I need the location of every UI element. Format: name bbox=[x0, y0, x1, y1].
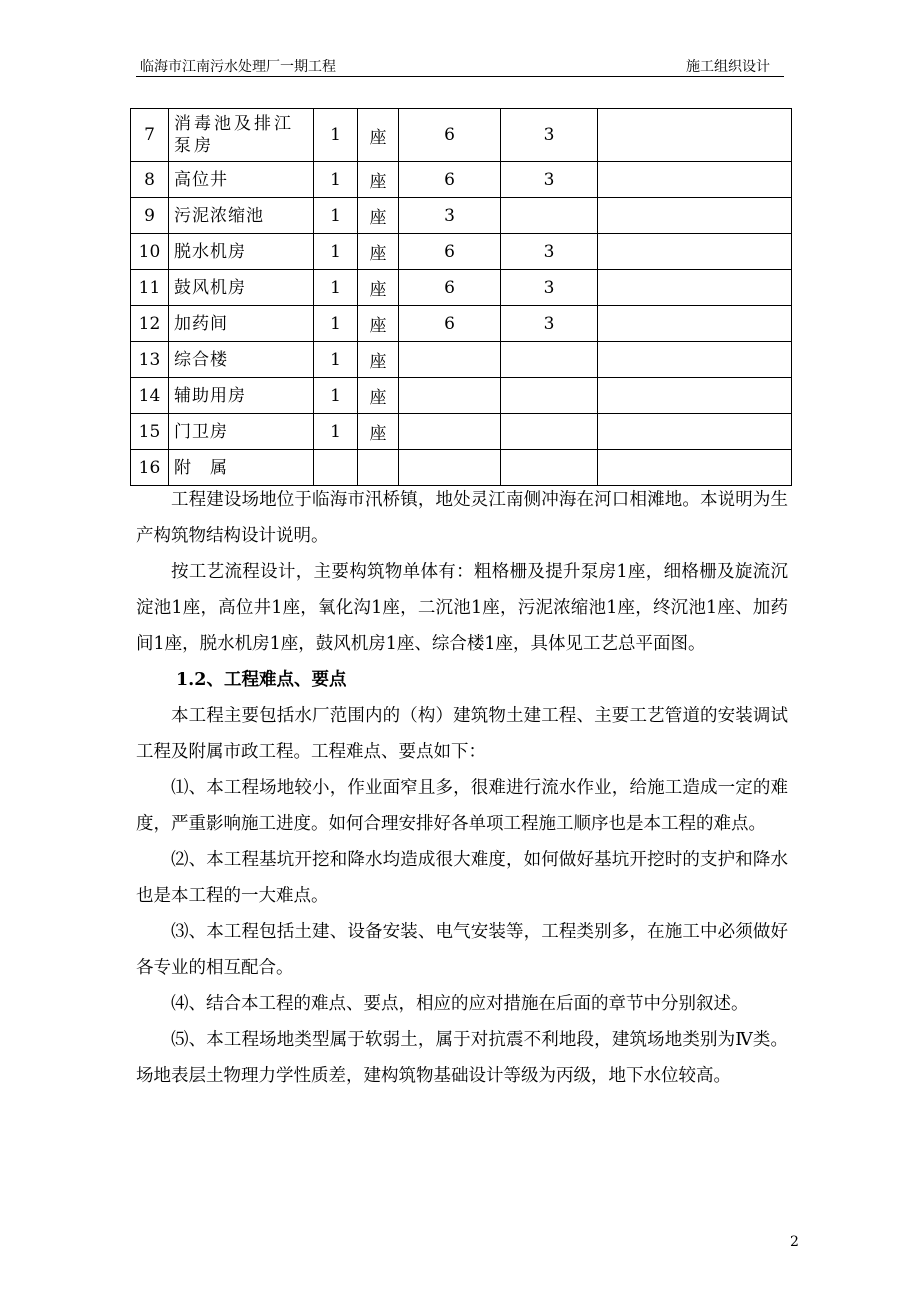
value-b bbox=[501, 342, 598, 378]
value-b: 3 bbox=[501, 306, 598, 342]
remarks bbox=[598, 109, 792, 162]
unit: 座 bbox=[358, 378, 399, 414]
remarks bbox=[598, 342, 792, 378]
quantity: 1 bbox=[314, 306, 358, 342]
unit: 座 bbox=[358, 198, 399, 234]
table-row bbox=[131, 109, 792, 162]
table-row bbox=[131, 306, 792, 342]
value-a: 6 bbox=[399, 162, 501, 198]
table-row bbox=[131, 198, 792, 234]
remarks bbox=[598, 198, 792, 234]
quantity: 1 bbox=[314, 162, 358, 198]
header-project-title: 临海市江南污水处理厂一期工程 bbox=[140, 59, 336, 75]
structures-table bbox=[130, 108, 792, 486]
value-a: 3 bbox=[399, 198, 501, 234]
unit: 座 bbox=[358, 342, 399, 378]
row-number: 11 bbox=[131, 270, 169, 306]
table-row bbox=[131, 234, 792, 270]
value-a: 6 bbox=[399, 270, 501, 306]
unit: 座 bbox=[358, 162, 399, 198]
structure-name: 辅助用房 bbox=[169, 378, 314, 414]
row-number: 14 bbox=[131, 378, 169, 414]
structure-name: 附 属 bbox=[169, 450, 314, 486]
table-row bbox=[131, 342, 792, 378]
value-a: 6 bbox=[399, 234, 501, 270]
structure-name: 门卫房 bbox=[169, 414, 314, 450]
table-row bbox=[131, 378, 792, 414]
table-row bbox=[131, 450, 792, 486]
paragraph-scope: 本工程主要包括水厂范围内的（构）建筑物土建工程、主要工艺管道的安装调试工程及附属市政工程。工程难点、要点如下： bbox=[136, 706, 788, 762]
quantity: 1 bbox=[314, 198, 358, 234]
structure-name: 高位井 bbox=[169, 162, 314, 198]
paragraph-point-3: ⑶、本工程包括土建、设备安装、电气安装等，工程类别多，在施工中必须做好各专业的相互配合。 bbox=[136, 922, 788, 978]
structure-name: 加药间 bbox=[169, 306, 314, 342]
structure-name: 鼓风机房 bbox=[169, 270, 314, 306]
value-b: 3 bbox=[501, 270, 598, 306]
row-number: 13 bbox=[131, 342, 169, 378]
structure-name: 消毒池及排江泵房 bbox=[169, 109, 314, 162]
remarks bbox=[598, 162, 792, 198]
page-header bbox=[136, 52, 784, 77]
quantity: 1 bbox=[314, 109, 358, 162]
row-number: 15 bbox=[131, 414, 169, 450]
row-number: 10 bbox=[131, 234, 169, 270]
paragraph-point-2: ⑵、本工程基坑开挖和降水均造成很大难度，如何做好基坑开挖时的支护和降水也是本工程的一大难点。 bbox=[136, 850, 788, 906]
value-a bbox=[399, 342, 501, 378]
row-number: 9 bbox=[131, 198, 169, 234]
structure-name: 污泥浓缩池 bbox=[169, 198, 314, 234]
paragraph-point-1: ⑴、本工程场地较小，作业面窄且多，很难进行流水作业，给施工造成一定的难度，严重影响施工进度。如何合理安排好各单项工程施工顺序也是本工程的难点。 bbox=[136, 778, 788, 834]
value-b: 3 bbox=[501, 162, 598, 198]
paragraph-site: 工程建设场地位于临海市汛桥镇，地处灵江南侧冲海在河口相滩地。本说明为生产构筑物结构设计说明。 bbox=[136, 490, 788, 546]
value-a: 6 bbox=[399, 306, 501, 342]
row-number: 16 bbox=[131, 450, 169, 486]
paragraph-point-5: ⑸、本工程场地类型属于软弱土，属于对抗震不利地段，建筑场地类别为Ⅳ类。场地表层土物理力学性质差，建构筑物基础设计等级为丙级，地下水位较高。 bbox=[136, 1030, 788, 1086]
quantity: 1 bbox=[314, 234, 358, 270]
paragraph-point-4: ⑷、结合本工程的难点、要点，相应的应对措施在后面的章节中分别叙述。 bbox=[171, 994, 749, 1014]
value-b bbox=[501, 198, 598, 234]
value-a bbox=[399, 378, 501, 414]
remarks bbox=[598, 234, 792, 270]
quantity: 1 bbox=[314, 342, 358, 378]
value-a: 6 bbox=[399, 109, 501, 162]
value-b: 3 bbox=[501, 109, 598, 162]
unit: 座 bbox=[358, 306, 399, 342]
unit bbox=[358, 450, 399, 486]
row-number: 8 bbox=[131, 162, 169, 198]
remarks bbox=[598, 378, 792, 414]
remarks bbox=[598, 450, 792, 486]
remarks bbox=[598, 306, 792, 342]
unit: 座 bbox=[358, 414, 399, 450]
row-number: 7 bbox=[131, 109, 169, 162]
value-a bbox=[399, 450, 501, 486]
structure-name: 综合楼 bbox=[169, 342, 314, 378]
table-row bbox=[131, 162, 792, 198]
value-b bbox=[501, 414, 598, 450]
quantity: 1 bbox=[314, 378, 358, 414]
header-doc-title: 施工组织设计 bbox=[686, 59, 770, 75]
value-b bbox=[501, 378, 598, 414]
table-row bbox=[131, 270, 792, 306]
row-number: 12 bbox=[131, 306, 169, 342]
unit: 座 bbox=[358, 234, 399, 270]
quantity: 1 bbox=[314, 414, 358, 450]
table-row bbox=[131, 414, 792, 450]
quantity bbox=[314, 450, 358, 486]
value-a bbox=[399, 414, 501, 450]
unit: 座 bbox=[358, 109, 399, 162]
remarks bbox=[598, 414, 792, 450]
remarks bbox=[598, 270, 792, 306]
unit: 座 bbox=[358, 270, 399, 306]
section-heading: 1.2、工程难点、要点 bbox=[176, 670, 347, 690]
page-number: 2 bbox=[790, 1234, 799, 1250]
paragraph-structures: 按工艺流程设计，主要构筑物单体有：粗格栅及提升泵房1座，细格栅及旋流沉淀池1座，高位井1座，氧化沟1座，二沉池1座，污泥浓缩池1座，终沉池1座、加药间1座，脱水机房1座，鼓风机房1座、综合楼1座，具体见工艺总平面图。 bbox=[136, 562, 788, 654]
value-b bbox=[501, 450, 598, 486]
structure-name: 脱水机房 bbox=[169, 234, 314, 270]
body-text bbox=[136, 482, 788, 1094]
value-b: 3 bbox=[501, 234, 598, 270]
quantity: 1 bbox=[314, 270, 358, 306]
